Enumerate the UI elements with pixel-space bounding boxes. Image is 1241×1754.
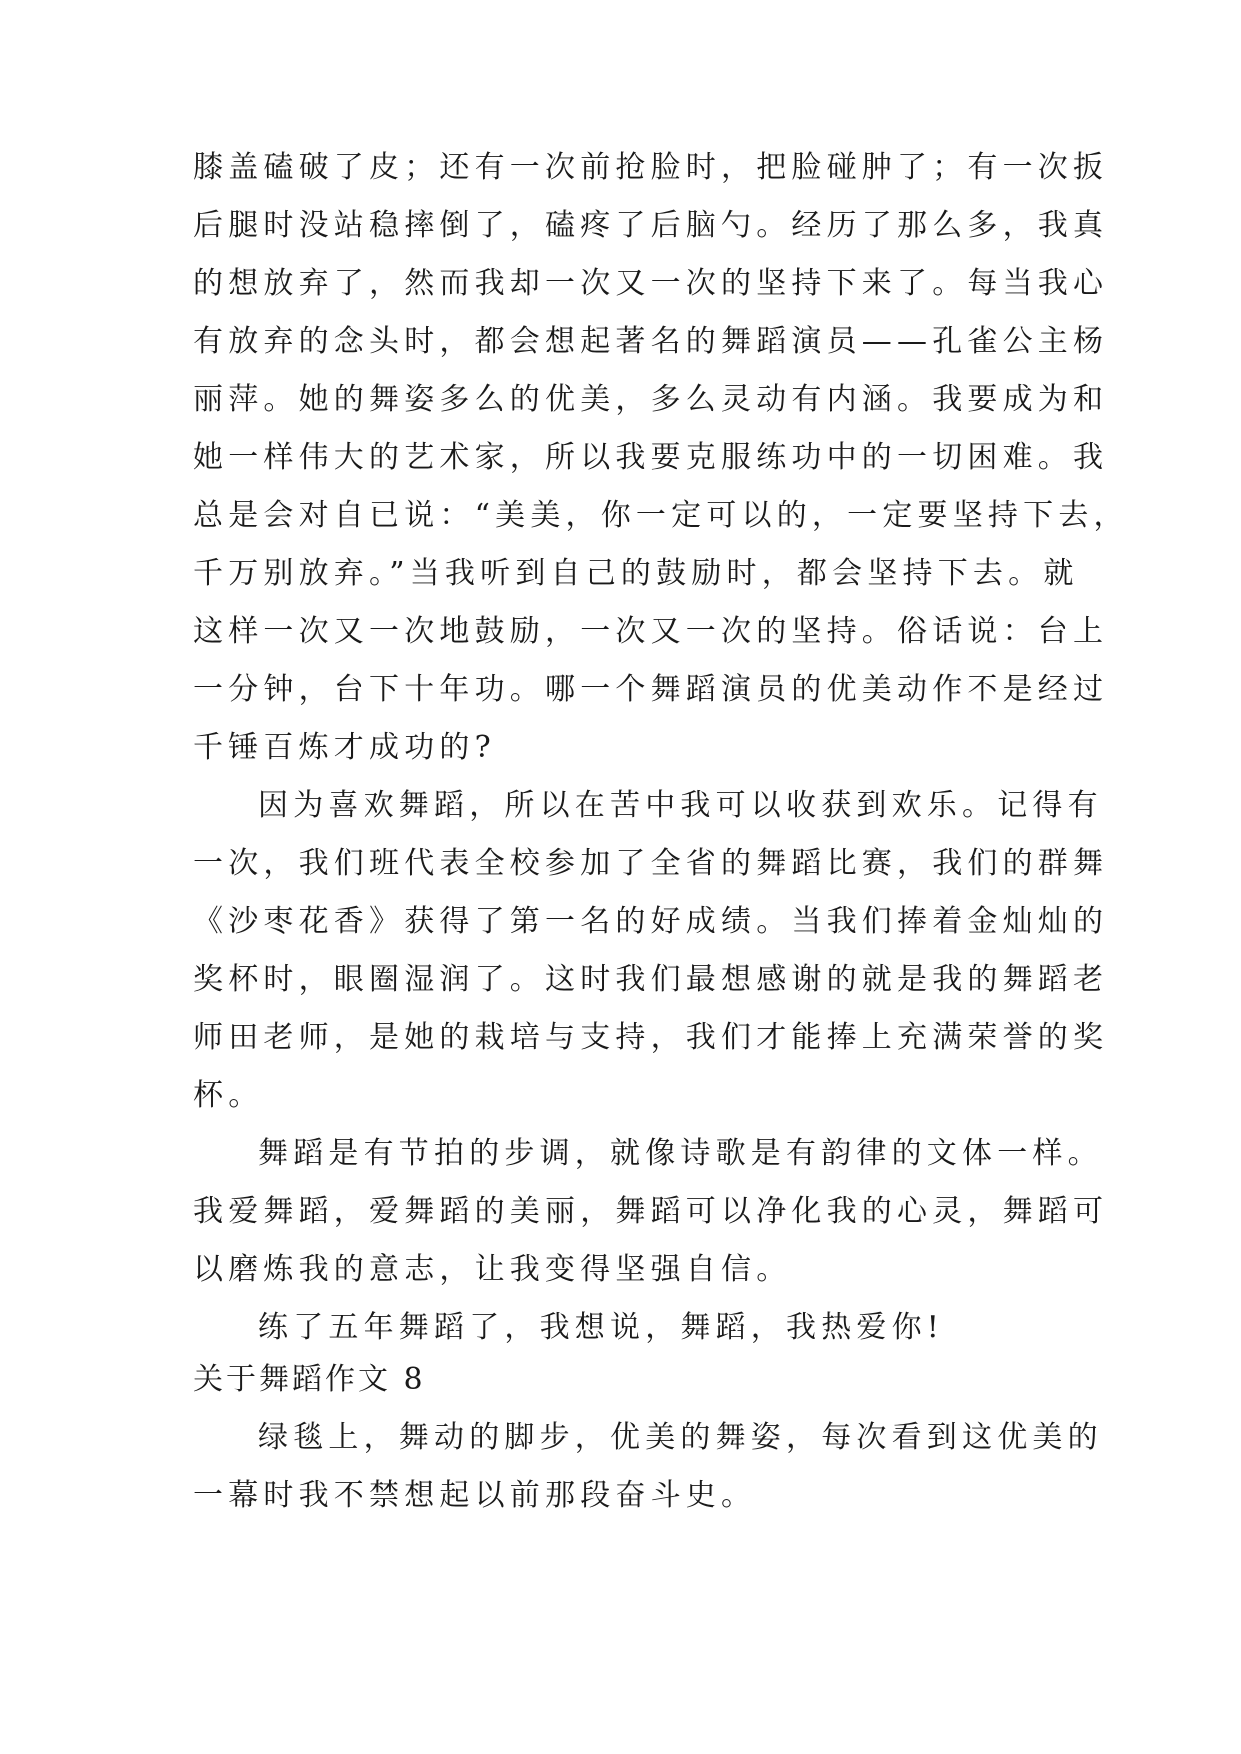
text-line: 千万别放弃。”当我听到自己的鼓励时，都会坚持下去。就 [193,556,1079,591]
text-line: 奖杯时，眼圈湿润了。这时我们最想感谢的就是我的舞蹈老 [193,962,1109,997]
text-line: 我爱舞蹈，爱舞蹈的美丽，舞蹈可以净化我的心灵，舞蹈可 [193,1194,1109,1229]
text-line: 杯。 [193,1078,264,1113]
text-line: 膝盖磕破了皮；还有一次前抢脸时，把脸碰肿了；有一次扳 [193,150,1109,185]
paragraph-start-line: 舞蹈是有节拍的步调，就像诗歌是有韵律的文体一样。 [258,1136,1103,1171]
text-line: 总是会对自已说：“美美，你一定可以的，一定要坚持下去， [193,498,1129,533]
text-line: 有放弃的念头时，都会想起著名的舞蹈演员——孔雀公主杨 [193,324,1109,359]
text-line: 她一样伟大的艺术家，所以我要克服练功中的一切困难。我 [193,440,1109,475]
text-line: 以磨炼我的意志，让我变得坚强自信。 [193,1252,792,1287]
text-line: 千锤百炼才成功的? [193,730,496,765]
text-line: 的想放弃了，然而我却一次又一次的坚持下来了。每当我心 [193,266,1109,301]
text-line: 一分钟，台下十年功。哪一个舞蹈演员的优美动作不是经过 [193,672,1109,707]
text-line: 师田老师，是她的栽培与支持，我们才能捧上充满荣誉的奖 [193,1020,1109,1055]
paragraph-start-line: 练了五年舞蹈了，我想说，舞蹈，我热爱你! [258,1310,945,1345]
text-line: 后腿时没站稳摔倒了，磕疼了后脑勺。经历了那么多，我真 [193,208,1109,243]
paragraph-start-line: 因为喜欢舞蹈，所以在苦中我可以收获到欢乐。记得有 [258,788,1103,823]
section-heading: 关于舞蹈作文 8 [193,1362,426,1397]
text-line: 一次，我们班代表全校参加了全省的舞蹈比赛，我们的群舞 [193,846,1109,881]
paragraph-start-line: 绿毯上，舞动的脚步，优美的舞姿，每次看到这优美的 [258,1420,1103,1455]
text-line: 《沙枣花香》获得了第一名的好成绩。当我们捧着金灿灿的 [193,904,1109,939]
text-line: 这样一次又一次地鼓励，一次又一次的坚持。俗话说：台上 [193,614,1109,649]
text-line: 一幕时我不禁想起以前那段奋斗史。 [193,1478,757,1513]
text-line: 丽萍。她的舞姿多么的优美，多么灵动有内涵。我要成为和 [193,382,1109,417]
